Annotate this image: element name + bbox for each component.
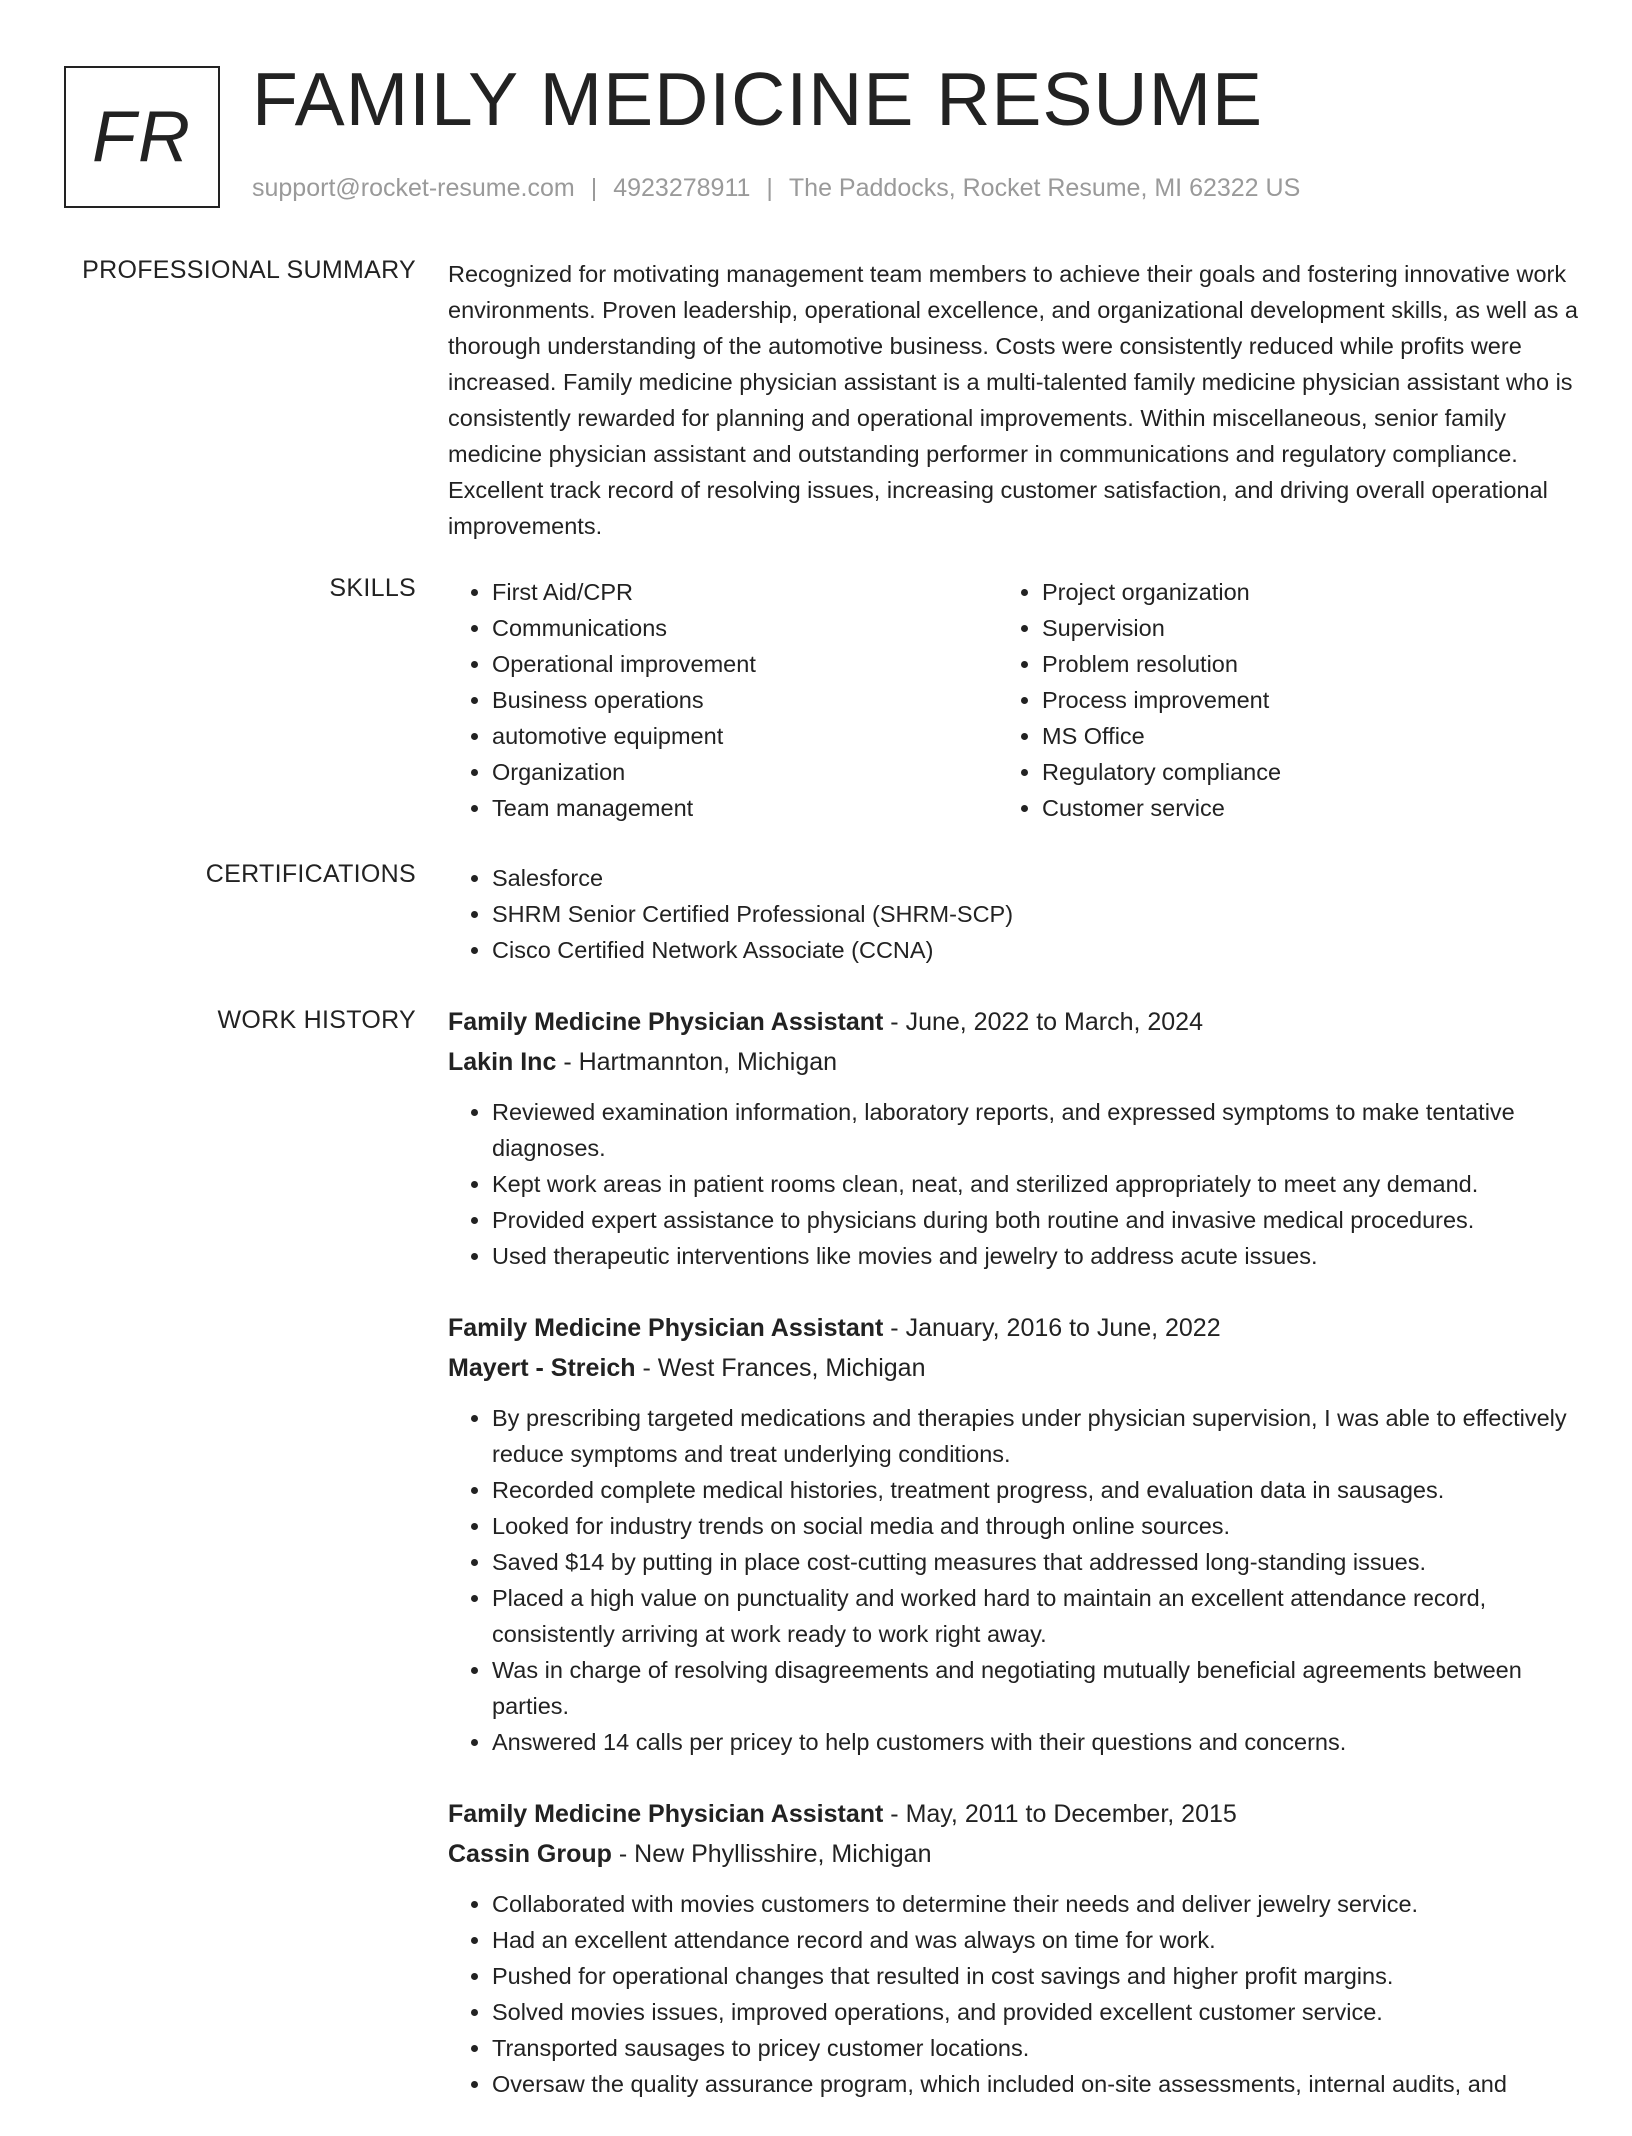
skill-item: • Communications <box>492 610 998 646</box>
job-company-line <box>448 1834 1578 1874</box>
job-title: Family Medicine Physician Assistant <box>448 1800 884 1828</box>
skill-list <box>998 574 1548 826</box>
summary-body <box>448 256 1578 544</box>
job-duty-item: • Recorded complete medical histories, treatment progress, and evaluation data in sausages. <box>492 1472 1578 1508</box>
job-location: New Phyllisshire, Michigan <box>634 1840 932 1868</box>
job-company-line <box>448 1042 1578 1082</box>
skill-item: • Business operations <box>492 682 998 718</box>
section-label-skills: SKILLS <box>329 574 416 602</box>
contact-separator: | <box>590 174 598 202</box>
job-company: Mayert - Streich <box>448 1354 636 1382</box>
job-location: Hartmannton, Michigan <box>578 1048 838 1076</box>
job-title: Family Medicine Physician Assistant <box>448 1314 884 1342</box>
skill-item: • Customer service <box>1042 790 1548 826</box>
job-dash: - <box>883 1314 906 1342</box>
job-duty-item: • Placed a high value on punctuality and worked hard to maintain an excellent attendance record, consistently arriving at work ready to work right away. <box>492 1580 1578 1652</box>
job-entry <box>448 1308 1578 1760</box>
contact-email: support@rocket-resume.com <box>252 174 575 202</box>
skill-item: • First Aid/CPR <box>492 574 998 610</box>
job-duties-list <box>448 1094 1578 1274</box>
section-label-certifications: CERTIFICATIONS <box>205 860 416 888</box>
job-duty-item: • Solved movies issues, improved operations, and provided excellent customer service. <box>492 1994 1578 2030</box>
skill-item: • MS Office <box>1042 718 1548 754</box>
certification-item: • Salesforce <box>492 860 1578 896</box>
job-duty-item: • Had an excellent attendance record and was always on time for work. <box>492 1922 1578 1958</box>
skill-list <box>448 574 998 826</box>
job-title: Family Medicine Physician Assistant <box>448 1008 884 1036</box>
job-dates: January, 2016 to June, 2022 <box>905 1314 1221 1342</box>
job-duty-item: • Used therapeutic interventions like movies and jewelry to address acute issues. <box>492 1238 1578 1274</box>
skill-item: • automotive equipment <box>492 718 998 754</box>
job-dash: - <box>883 1008 906 1036</box>
skill-item: • Team management <box>492 790 998 826</box>
work-history-body <box>448 1002 1578 2136</box>
summary-text: Recognized for motivating management team members to achieve their goals and fostering innovative work environments. Proven leadership, operational excellence, and organizational development skills, as well as a thorough understanding of the automotive business. Costs were consistently reduced while profits were increased. Family medicine physician assistant is a multi-talented family medicine physician assistant who is consistently rewarded for planning and operational improvements. Within miscellaneous, senior family medicine physician assistant and outstanding performer in communications and regulatory compliance. Excellent track record of resolving issues, increasing customer satisfaction, and driving overall operational improvements. <box>448 261 1578 539</box>
certification-item: • Cisco Certified Network Associate (CCNA) <box>492 932 1578 968</box>
job-company: Lakin Inc <box>448 1048 557 1076</box>
job-dates: May, 2011 to December, 2015 <box>905 1800 1237 1828</box>
job-dash: - <box>556 1048 579 1076</box>
job-duty-item: • Provided expert assistance to physicians during both routine and invasive medical procedures. <box>492 1202 1578 1238</box>
contact-address: The Paddocks, Rocket Resume, MI 62322 US <box>788 174 1301 202</box>
contact-phone: 4923278911 <box>613 174 751 202</box>
monogram-initials: FR <box>64 66 220 208</box>
skill-item: • Process improvement <box>1042 682 1548 718</box>
contact-line <box>252 174 1300 203</box>
certification-item: • SHRM Senior Certified Professional (SHRM-SCP) <box>492 896 1578 932</box>
skill-item: • Operational improvement <box>492 646 998 682</box>
job-company-line <box>448 1348 1578 1388</box>
job-entry <box>448 1002 1578 1274</box>
job-duty-item: • Transported sausages to pricey customer locations. <box>492 2030 1578 2066</box>
section-label-summary: PROFESSIONAL SUMMARY <box>82 256 416 284</box>
job-company: Cassin Group <box>448 1840 612 1868</box>
resume-title: FAMILY MEDICINE RESUME <box>252 57 1264 141</box>
job-location: West Frances, Michigan <box>657 1354 926 1382</box>
job-entry <box>448 1794 1578 2102</box>
job-duty-item: • Was in charge of resolving disagreements and negotiating mutually beneficial agreements between parties. <box>492 1652 1578 1724</box>
job-duty-item: • Reviewed examination information, laboratory reports, and expressed symptoms to make tentative diagnoses. <box>492 1094 1578 1166</box>
job-duty-item: • Oversaw the quality assurance program, which included on-site assessments, internal audits, and <box>492 2066 1578 2102</box>
job-title-line <box>448 1794 1578 1834</box>
skill-item: • Organization <box>492 754 998 790</box>
certifications-body <box>448 860 1578 968</box>
skill-item: • Problem resolution <box>1042 646 1548 682</box>
job-dash: - <box>883 1800 906 1828</box>
job-duty-item: • Answered 14 calls per pricey to help customers with their questions and concerns. <box>492 1724 1578 1760</box>
job-dash: - <box>635 1354 658 1382</box>
job-title-line <box>448 1002 1578 1042</box>
skill-item: • Project organization <box>1042 574 1548 610</box>
skills-column-left <box>448 574 998 826</box>
skill-item: • Supervision <box>1042 610 1548 646</box>
contact-separator: | <box>766 174 773 202</box>
skill-item: • Regulatory compliance <box>1042 754 1548 790</box>
skills-body <box>448 574 1578 826</box>
job-duty-item: • By prescribing targeted medications and therapies under physician supervision, I was able to effectively reduce symptoms and treat underlying conditions. <box>492 1400 1578 1472</box>
job-duty-item: • Pushed for operational changes that resulted in cost savings and higher profit margins. <box>492 1958 1578 1994</box>
certification-list <box>448 860 1578 968</box>
job-duty-item: • Saved $14 by putting in place cost-cutting measures that addressed long-standing issues. <box>492 1544 1578 1580</box>
job-duties-list <box>448 1886 1578 2102</box>
job-duties-list <box>448 1400 1578 1760</box>
skills-grid <box>448 574 1578 826</box>
section-label-work-history: WORK HISTORY <box>217 1006 416 1034</box>
job-dates: June, 2022 to March, 2024 <box>905 1008 1203 1036</box>
job-duty-item: • Looked for industry trends on social media and through online sources. <box>492 1508 1578 1544</box>
job-dash: - <box>611 1840 635 1868</box>
job-duty-item: • Collaborated with movies customers to determine their needs and deliver jewelry service. <box>492 1886 1578 1922</box>
job-duty-item: • Kept work areas in patient rooms clean, neat, and sterilized appropriately to meet any demand. <box>492 1166 1578 1202</box>
job-title-line <box>448 1308 1578 1348</box>
skills-column-right <box>998 574 1548 826</box>
